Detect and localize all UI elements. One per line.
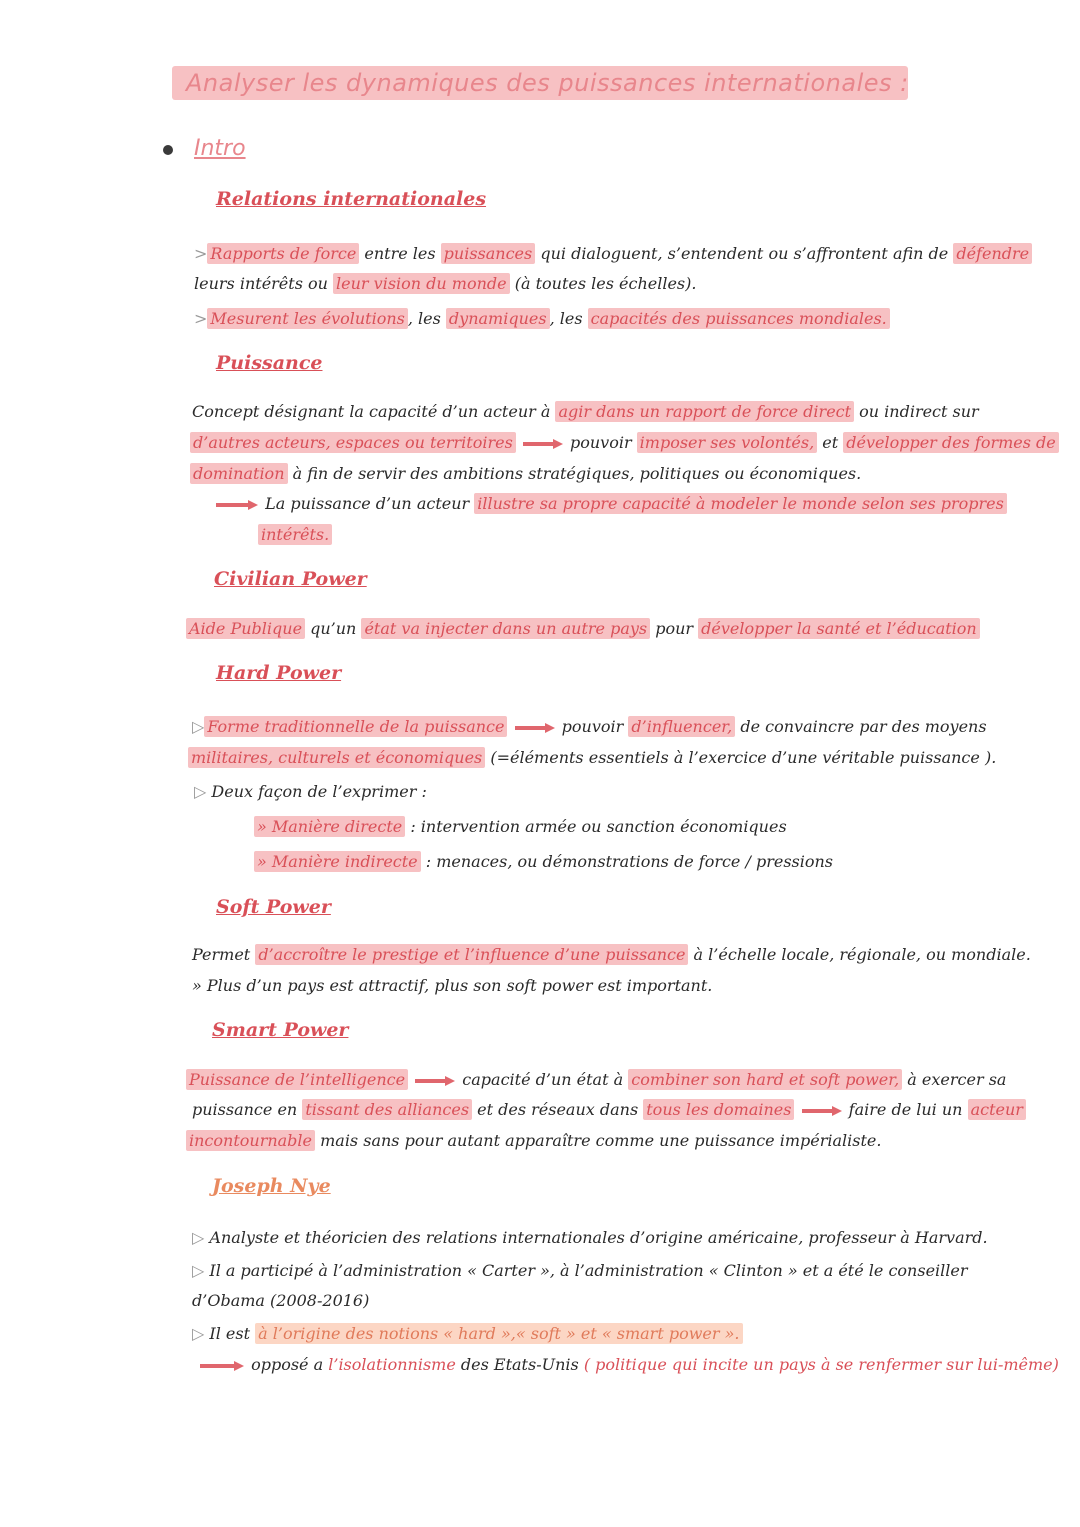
hard-line-3: ▷ Deux façon de l’exprimer : xyxy=(194,782,427,801)
arrow-right-icon xyxy=(198,1360,246,1372)
heading-smart: Smart Power xyxy=(212,1019,349,1041)
puissance-line-3: domination à fin de servir des ambitions stratégiques, politiques ou économiques. xyxy=(190,462,861,486)
hard-line-2: militaires, culturels et économiques (=éléments essentiels à l’exercice d’une véritable puissance ). xyxy=(188,746,996,770)
arrow-right-icon xyxy=(214,499,260,511)
heading-civilian: Civilian Power xyxy=(214,568,367,590)
heading-soft: Soft Power xyxy=(216,896,331,918)
puissance-line-2: d’autres acteurs, espaces ou territoires pouvoir imposer ses volontés, et développer des formes de xyxy=(190,431,1059,455)
heading-nye: Joseph Nye xyxy=(212,1175,331,1197)
hard-line-5: » Manière indirecte : menaces, ou démonstrations de force / pressions xyxy=(254,850,833,874)
smart-line-1: Puissance de l’intelligence capacité d’un état à combiner son hard et soft power, à exercer sa xyxy=(186,1068,1006,1092)
nye-line-4: ▷ Il est à l’origine des notions « hard »,« soft » et « smart power ». xyxy=(192,1322,743,1346)
hard-line-4: » Manière directe : intervention armée ou sanction économiques xyxy=(254,815,787,839)
arrow-right-icon xyxy=(513,722,557,734)
triangle-bullet-icon: ▷ xyxy=(192,717,205,736)
bullet-dot xyxy=(163,145,173,155)
intro-heading: Intro xyxy=(194,136,246,161)
puissance-line-1: Concept désignant la capacité d’un acteur à agir dans un rapport de force direct ou indirect sur xyxy=(192,402,979,421)
page-title: Analyser les dynamiques des puissances internationales : xyxy=(186,69,909,97)
nye-line-5: opposé a l’isolationnisme des Etats-Unis ( politique qui incite un pays à se renfermer sur lui-même) xyxy=(198,1353,1059,1377)
hard-line-1: ▷ Forme traditionnelle de la puissance pouvoir d’influencer, de convaincre par des moyens xyxy=(192,717,987,736)
triangle-bullet-icon: ▷ xyxy=(192,1324,205,1343)
triangle-bullet-icon: > xyxy=(194,309,208,328)
triangle-bullet-icon: ▷ xyxy=(192,1261,205,1280)
heading-relations: Relations internationales xyxy=(216,188,487,210)
smart-line-3: incontournable mais sans pour autant apparaître comme une puissance impérialiste. xyxy=(186,1129,881,1153)
triangle-bullet-icon: ▷ xyxy=(192,1228,205,1247)
arrow-right-icon xyxy=(800,1105,844,1117)
arrow-right-icon xyxy=(521,438,565,450)
civilian-line-1: Aide Publique qu’un état va injecter dans un autre pays pour développer la santé et l’éducation xyxy=(186,617,980,641)
nye-line-3: d’Obama (2008-2016) xyxy=(192,1291,370,1310)
relations-line-1: > Rapports de force entre les puissances qui dialoguent, s’entendent ou s’affrontent afin de défendre xyxy=(194,242,1032,266)
relations-line-2: leurs intérêts ou leur vision du monde (à toutes les échelles). xyxy=(194,274,697,293)
soft-line-1: Permet d’accroître le prestige et l’influence d’une puissance à l’échelle locale, régionale, ou mondiale. xyxy=(192,945,1031,964)
nye-line-2: ▷ Il a participé à l’administration « Carter », à l’administration « Clinton » et a été le conseiller xyxy=(192,1261,968,1280)
triangle-bullet-icon: > xyxy=(194,244,208,263)
puissance-line-5: intérêts. xyxy=(258,523,332,547)
triangle-bullet-icon: ▷ xyxy=(194,782,207,801)
heading-puissance: Puissance xyxy=(216,352,323,374)
relations-line-3: > Mesurent les évolutions , les dynamiques , les capacités des puissances mondiales. xyxy=(194,307,890,331)
smart-line-2: puissance en tissant des alliances et des réseaux dans tous les domaines faire de lui un acteur xyxy=(192,1098,1026,1122)
nye-line-1: ▷ Analyste et théoricien des relations internationales d’origine américaine, professeur à Harvard. xyxy=(192,1228,988,1247)
arrow-right-icon xyxy=(413,1075,457,1087)
heading-hard: Hard Power xyxy=(216,662,342,684)
soft-line-2: » Plus d’un pays est attractif, plus son soft power est important. xyxy=(192,976,713,995)
puissance-line-4: La puissance d’un acteur illustre sa propre capacité à modeler le monde selon ses propres xyxy=(214,492,1007,516)
